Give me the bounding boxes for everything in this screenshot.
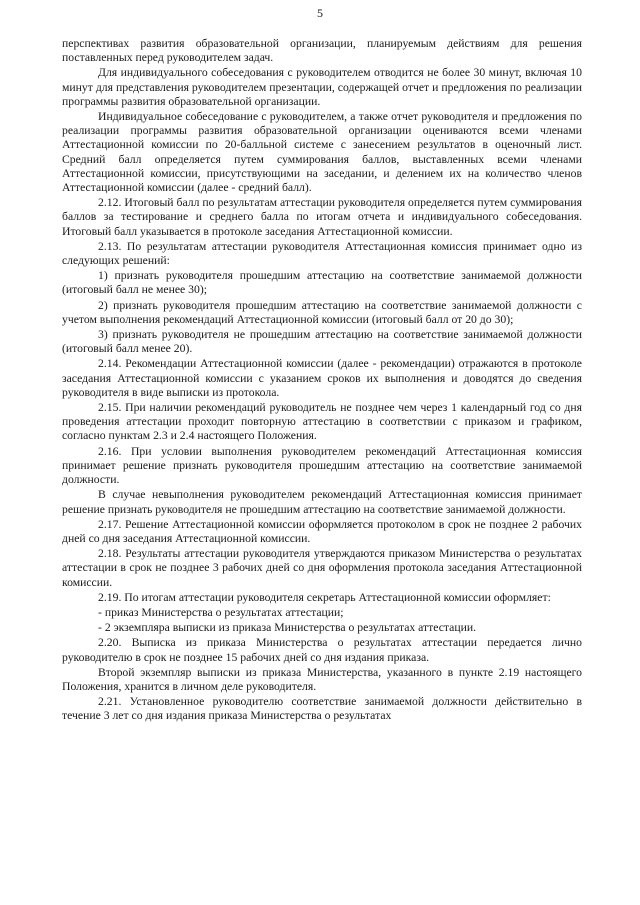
paragraph-2-13: 2.13. По результатам аттестации руководителя Аттестационная комиссия принимает одно из следующих решений:: [62, 239, 582, 268]
paragraph: В случае невыполнения руководителем рекомендаций Аттестационная комиссия принимает решение признать руководителя не прошедшим аттестацию на соответствие занимаемой должности.: [62, 488, 582, 516]
paragraph: перспективах развития образовательной организации, планируемым действиям для решения поставленных перед руководителем задач.: [62, 37, 582, 65]
paragraph-2-18: 2.18. Результаты аттестации руководителя утверждаются приказом Министерства о результатах аттестации в срок не позднее 3 рабочих дней со дня оформления протокола заседания Аттестационной комиссии.: [62, 547, 582, 589]
paragraph-2-20: 2.20. Выписка из приказа Министерства о результатах аттестации передается лично руководителю в срок не позднее 15 рабочих дней со дня издания приказа.: [62, 636, 582, 664]
paragraph: Для индивидуального собеседования с руководителем отводится не более 30 минут, включая 10 минут для представления руководителем презентации, содержащей отчет и предложения по реализации программы развития образовательной организации.: [62, 66, 582, 108]
paragraph-2-12: 2.12. Итоговый балл по результатам аттестации руководителя определяется путем суммирования баллов за тестирование и среднего балла по итогам отчета и индивидуального собеседования. Итоговый балл указывается в протоколе заседания Аттестационной комиссии.: [62, 196, 582, 238]
paragraph-2-17: 2.17. Решение Аттестационной комиссии оформляется протоколом в срок не позднее 2 рабочих дней со дня заседания Аттестационной комиссии.: [62, 517, 582, 545]
decision-item-3: 3) признать руководителя не прошедшим аттестацию на соответствие занимаемой должности (итоговый балл менее 20).: [62, 328, 582, 356]
paragraph-2-21: 2.21. Установленное руководителю соответствие занимаемой должности действительно в течение 3 лет со дня издания приказа Министерства о результатах: [62, 695, 582, 723]
paragraph: Индивидуальное собеседование с руководителем, а также отчет руководителя и предложения по реализации программы развития образовательной организации оцениваются всеми членами Аттестационной комиссии по 20-балльной системе с занесением результатов в оценочный лист. Средний балл определяется путем суммирования баллов, выставленных всеми членами Аттестационной комиссии, присутствующими на заседании, и делением их на количество членов Аттестационной комиссии (далее - средний балл).: [62, 110, 582, 195]
document-body: [62, 37, 582, 725]
paragraph-2-19: 2.19. По итогам аттестации руководителя секретарь Аттестационной комиссии оформляет:: [98, 590, 551, 604]
paragraph-2-16: 2.16. При условии выполнения руководителем рекомендаций Аттестационная комиссия принимает решение признать руководителя прошедшим аттестацию на соответствие занимаемой должности.: [62, 444, 582, 487]
paragraph-2-15: 2.15. При наличии рекомендаций руководитель не позднее чем через 1 календарный год со дня проведения аттестации проходит повторную аттестацию в соответствии с приказом и графиком, согласно пунктам 2.3 и 2.4 настоящего Положения.: [62, 401, 582, 443]
paragraph: Второй экземпляр выписки из приказа Министерства, указанного в пункте 2.19 настоящего Положения, хранится в личном деле руководителя.: [62, 665, 582, 693]
paragraph-2-14: 2.14. Рекомендации Аттестационной комиссии (далее - рекомендации) отражаются в протоколе заседания Аттестационной комиссии с указанием сроков их выполнения и доводятся до сведения руководителя в виде выписки из протокола.: [62, 357, 582, 399]
decision-item-2: 2) признать руководителя прошедшим аттестацию на соответствие занимаемой должности с учетом выполнения рекомендаций Аттестационной комиссии (итоговый балл от 20 до 30);: [62, 298, 582, 326]
list-item: - приказ Министерства о результатах аттестации;: [98, 605, 344, 619]
page-number: 5: [317, 6, 323, 20]
list-item: - 2 экземпляра выписки из приказа Министерства о результатах аттестации.: [98, 621, 477, 635]
decision-item-1: 1) признать руководителя прошедшим аттестацию на соответствие занимаемой должности (итоговый балл не менее 30);: [62, 269, 582, 297]
